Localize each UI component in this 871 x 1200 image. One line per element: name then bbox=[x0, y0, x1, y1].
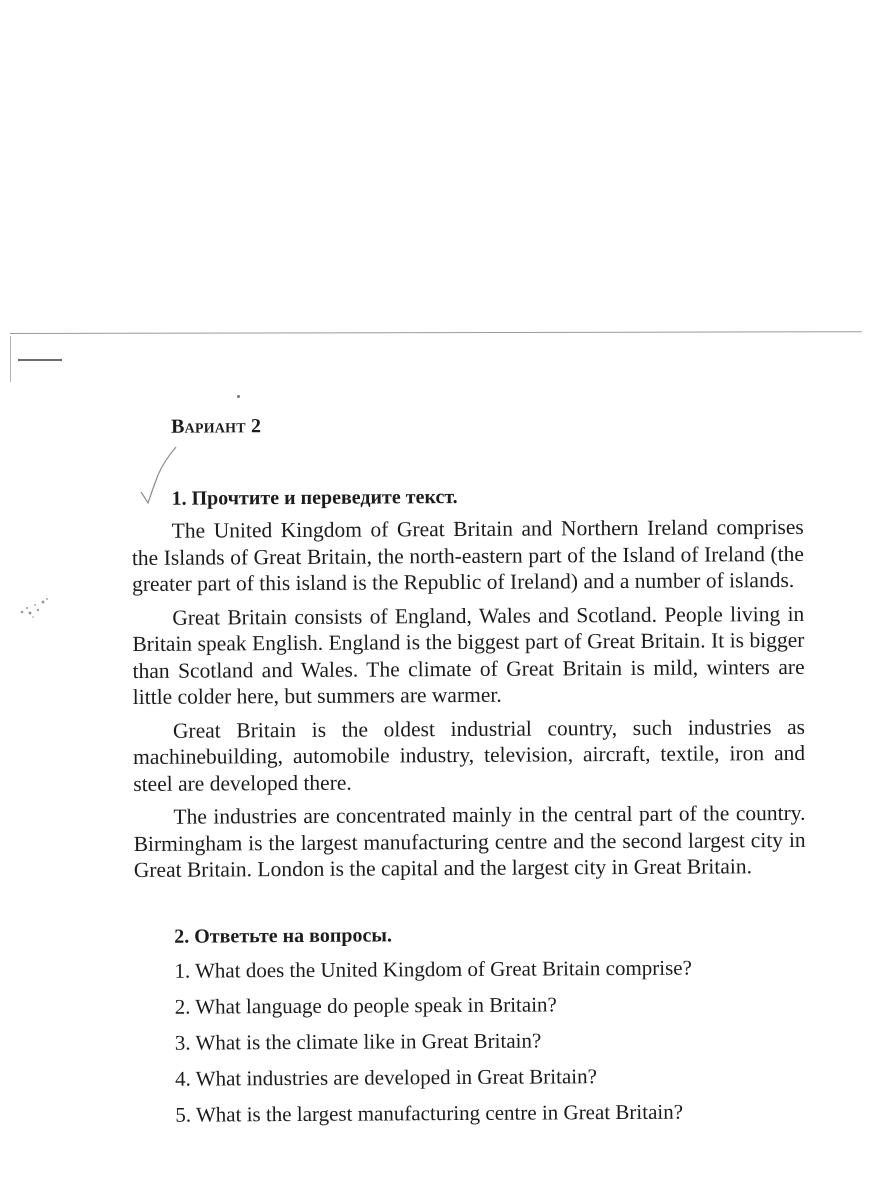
question-item: 2. What language do people speak in Britain? bbox=[174, 991, 557, 1019]
scan-dash-mark bbox=[18, 359, 62, 361]
task1-heading: 1. Прочтите и переведите текст. bbox=[171, 486, 458, 510]
scan-edge-left bbox=[10, 336, 11, 382]
text-paragraph: Great Britain consists of England, Wales and Scotland. People living in Britain speak English. England is the biggest part of Great Britain. It is bigger than Scotland and Wales. The climate of Great Britain is mild, winters are little colder here, but summers are warmer. bbox=[132, 601, 805, 709]
question-item: 5. What is the largest manufacturing centre in Great Britain? bbox=[175, 1099, 684, 1127]
question-item: 3. What is the climate like in Great Britain? bbox=[174, 1028, 542, 1055]
variant-title: Вариант 2 bbox=[171, 415, 262, 438]
text-paragraph: The United Kingdom of Great Britain and Northern Ireland comprises the Islands of Great Britain, the north-eastern part of the Island of Ireland (the greater part of this island is the Republic of Ireland) and a number of islands. bbox=[131, 514, 804, 596]
scan-speck bbox=[237, 395, 240, 398]
question-list bbox=[174, 953, 807, 1127]
scan-smudge bbox=[14, 594, 58, 622]
document-body bbox=[131, 406, 807, 1138]
text-paragraph: The industries are concentrated mainly in the central part of the country. Birmingham is the largest manufacturing centre and the second largest city in Great Britain. London is the capital and the largest city in Great Britain. bbox=[133, 800, 806, 882]
task2-heading: 2. Ответьте на вопросы. bbox=[174, 923, 393, 948]
question-item: 4. What industries are developed in Great Britain? bbox=[175, 1063, 597, 1091]
text-paragraph: Great Britain is the oldest industrial country, such industries as machinebuilding, automobile industry, television, aircraft, textile, iron and steel are developed there. bbox=[133, 714, 806, 796]
question-item: 1. What does the United Kingdom of Great Britain comprise? bbox=[174, 955, 692, 983]
scan-edge-line bbox=[10, 331, 862, 334]
